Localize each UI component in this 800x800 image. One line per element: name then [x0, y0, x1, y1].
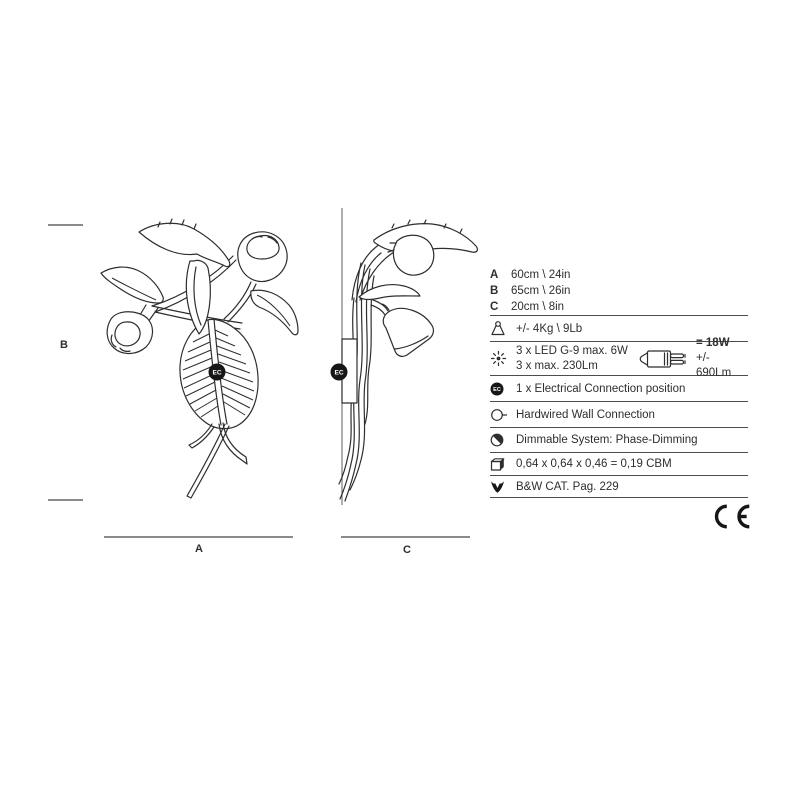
ec-badge-front-label: EC [212, 369, 222, 377]
dim-label-a: A [195, 543, 203, 555]
dimension-key: A [490, 269, 499, 281]
lamping-text [516, 344, 628, 374]
hardwired-row [490, 401, 748, 427]
weight-icon [490, 320, 516, 337]
dimmable-icon [490, 433, 516, 447]
weight-value: +/- 4Kg \ 9Lb [516, 322, 583, 335]
total-lumen: +/- 690Lm [696, 352, 732, 379]
dimension-row-b [490, 283, 748, 299]
dimension-key: B [490, 285, 499, 297]
row-text: 1 x Electrical Connection position [516, 382, 686, 395]
lamping-row [490, 337, 748, 379]
row-text: Dimmable System: Phase-Dimming [516, 434, 698, 446]
dimension-row-a [490, 267, 748, 283]
volume-icon [490, 457, 516, 472]
dim-label-c: C [403, 544, 411, 556]
g9-bulb-icon [638, 348, 690, 370]
side-view-drawing [331, 208, 478, 505]
ec-icon [490, 382, 516, 396]
row-text: Hardwired Wall Connection [516, 408, 655, 421]
row-text: B&W CAT. Pag. 229 [516, 480, 619, 493]
volume-row [490, 452, 748, 475]
ce-mark-icon [709, 502, 753, 531]
dimmable-row [490, 427, 748, 452]
catalog-row [490, 475, 748, 498]
light-rays-icon [490, 350, 516, 367]
lamping-line1: 3 x LED G-9 max. 6W [516, 344, 628, 357]
front-view-drawing [101, 219, 298, 498]
dimension-row-c [490, 299, 748, 315]
dimension-value: 65cm \ 26in [511, 285, 571, 297]
dimension-value: 60cm \ 24in [511, 269, 571, 281]
svg-text:EC: EC [493, 386, 501, 393]
row-text: 0,64 x 0,64 x 0,46 = 0,19 CBM [516, 458, 672, 470]
lamping-line2: 3 x max. 230Lm [516, 359, 598, 372]
dimension-key: C [490, 301, 499, 313]
dimension-value: 20cm \ 8in [511, 301, 565, 313]
dim-label-b: B [60, 339, 68, 351]
ec-badge-side-label: EC [334, 369, 344, 377]
spec-table [490, 267, 748, 498]
hardwired-icon [490, 408, 516, 422]
total-wattage: = 18W [696, 337, 730, 349]
lamping-totals [696, 336, 748, 381]
catalog-icon [490, 480, 516, 494]
